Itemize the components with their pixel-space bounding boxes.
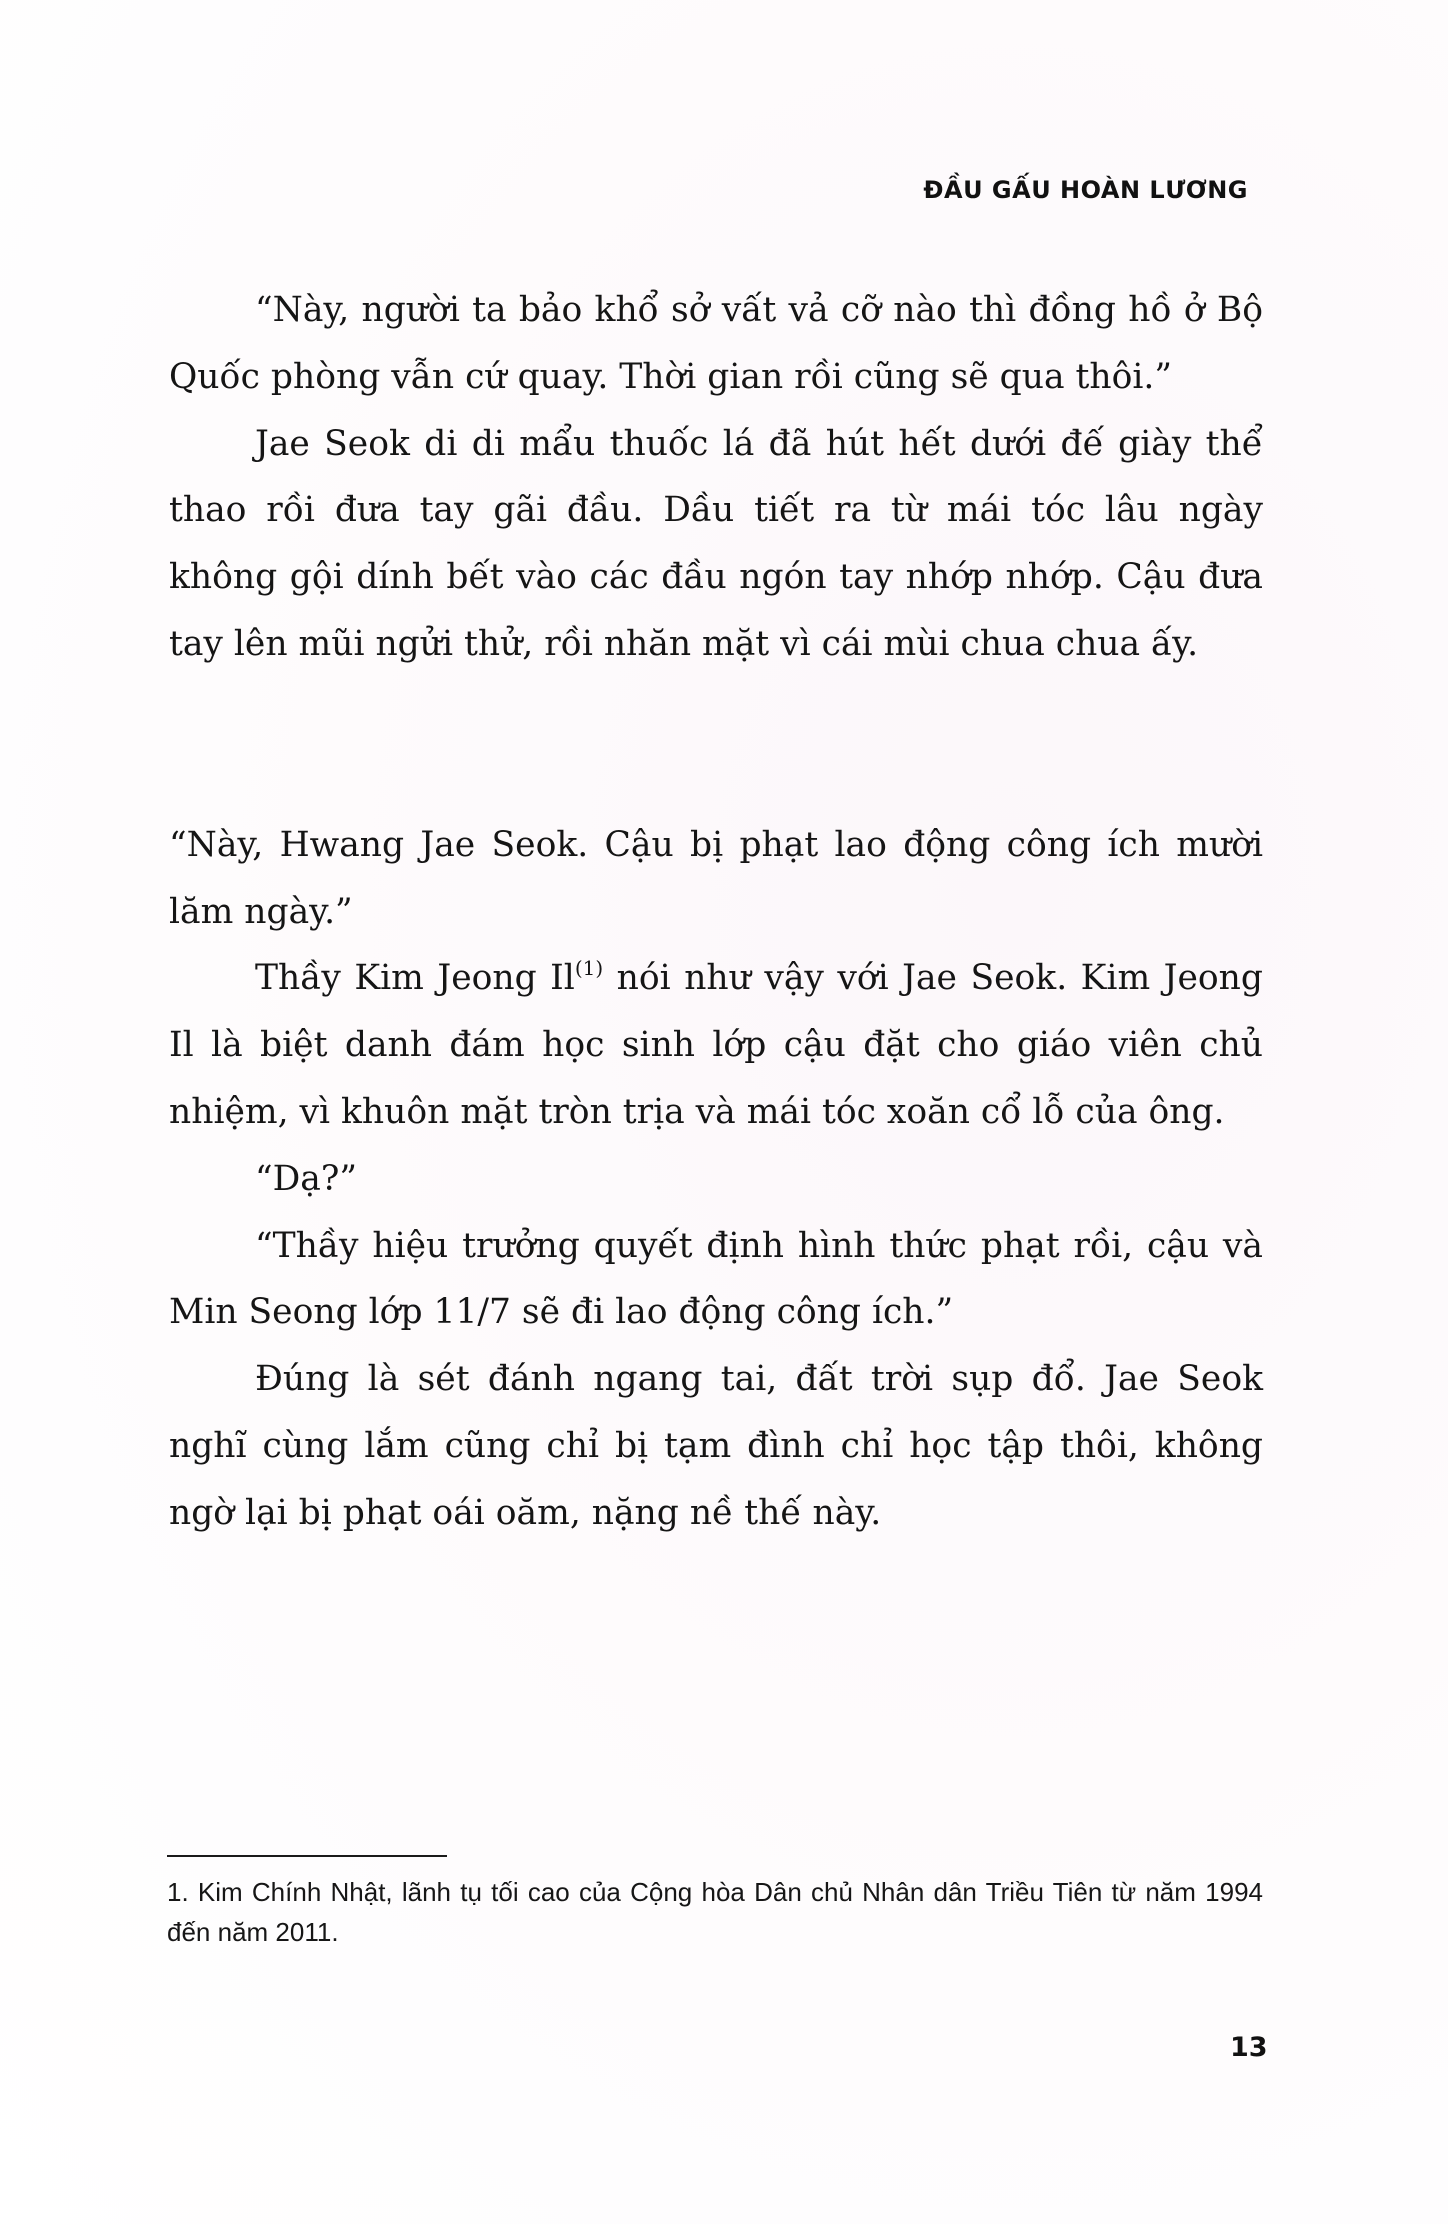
running-header-title: ĐẦU GẤU HOÀN LƯƠNG xyxy=(923,176,1248,204)
paragraph: Jae Seok di di mẩu thuốc lá đã hút hết dưới đế giày thể thao rồi đưa tay gãi đầu. Dầu tiết ra từ mái tóc lâu ngày không gội dính bết vào các đầu ngón tay nhớp nhớp. Cậu đưa tay lên mũi ngửi thử, rồi nhăn mặt vì cái mùi chua chua ấy. xyxy=(169,423,1263,664)
paragraph: “Dạ?” xyxy=(255,1158,358,1199)
footnotes xyxy=(167,1872,1263,1952)
paragraph: Đúng là sét đánh ngang tai, đất trời sụp đổ. Jae Seok nghĩ cùng lắm cũng chỉ bị tạm đình chỉ học tập thôi, không ngờ lại bị phạt oái oăm, nặng nề thế này. xyxy=(169,1359,1263,1533)
paragraph-with-footnote xyxy=(169,945,1263,1145)
body-text xyxy=(169,277,1263,1547)
footnote: 1. Kim Chính Nhật, lãnh tụ tối cao của Cộng hòa Dân chủ Nhân dân Triều Tiên từ năm 1994 đến năm 2011. xyxy=(167,1877,1263,1947)
footnote-divider xyxy=(167,1855,447,1857)
page-number: 13 xyxy=(1230,2032,1268,2063)
footnote-reference: (1) xyxy=(574,956,604,981)
paragraph: “Này, Hwang Jae Seok. Cậu bị phạt lao động công ích mười lăm ngày.” xyxy=(169,824,1263,932)
paragraph-text: nói như vậy với Jae Seok. Kim Jeong Il là biệt danh đám học sinh lớp cậu đặt cho giáo viên chủ nhiệm, vì khuôn mặt tròn trịa và mái tóc xoăn cổ lỗ của ông. xyxy=(169,958,1263,1132)
paragraph: “Này, người ta bảo khổ sở vất vả cỡ nào thì đồng hồ ở Bộ Quốc phòng vẫn cứ quay. Thời gian rồi cũng sẽ qua thôi.” xyxy=(169,290,1263,397)
section-spacer xyxy=(169,678,1263,812)
paragraph: “Thầy hiệu trưởng quyết định hình thức phạt rồi, cậu và Min Seong lớp 11/7 sẽ đi lao động công ích.” xyxy=(169,1225,1263,1333)
paragraph-text: Thầy Kim Jeong Il xyxy=(255,958,575,999)
